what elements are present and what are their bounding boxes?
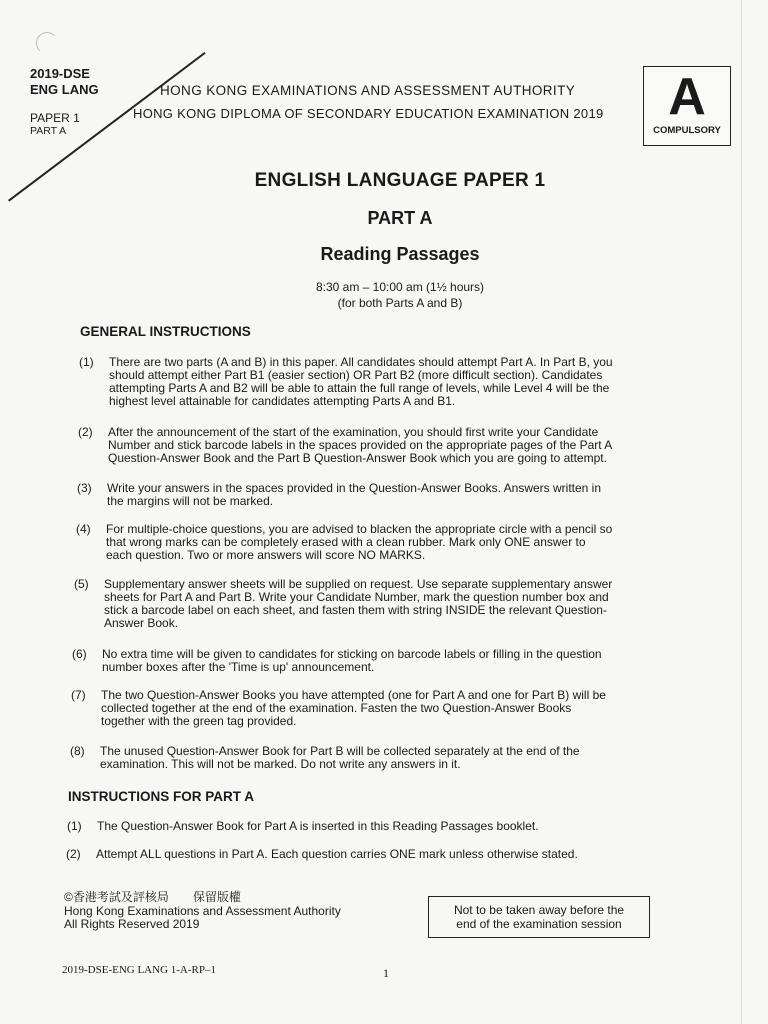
item-line: For multiple-choice questions, you are advised to blacken the appropriate circle with a pencil so [106, 522, 613, 536]
copyright-block [64, 891, 341, 932]
item-line: Write your answers in the spaces provided in the Question-Answer Books. Answers written in [107, 481, 602, 495]
corner-paper: PAPER 1 [30, 111, 80, 125]
section-title: Reading Passages [320, 244, 480, 264]
item-line: No extra time will be given to candidates for sticking on barcode labels or filling in the question [102, 647, 602, 661]
item-line: There are two parts (A and B) in this paper. All candidates should attempt Part A. In Part B, you [109, 355, 613, 369]
copyright-rights: All Rights Reserved 2019 [64, 917, 200, 931]
item-line: together with the green tag provided. [101, 714, 297, 728]
copyright-authority: Hong Kong Examinations and Assessment Authority [64, 903, 341, 918]
part-title: PART A [367, 208, 433, 228]
item-number: (1) [79, 355, 94, 369]
item-line: Attempt ALL questions in Part A. Each question carries ONE mark unless otherwise stated. [96, 847, 578, 861]
item-line: Question-Answer Book and the Part B Question-Answer Book which you are going to attempt. [108, 451, 607, 465]
item-line: collected together at the end of the examination. Fasten the two Question-Answer Books [101, 701, 572, 715]
item-number: (7) [71, 688, 86, 702]
item-line: The unused Question-Answer Book for Part B will be collected separately at the end of the [100, 744, 580, 758]
item-number: (8) [70, 744, 85, 758]
item-number: (5) [74, 577, 89, 591]
notice-box [428, 896, 650, 938]
item-line: attempting Parts A and B2 will be able to attain the full range of levels, while Level 4 will be the [109, 381, 610, 395]
item-line: each question. Two or more answers will score NO MARKS. [106, 548, 426, 562]
part-a-instructions-heading: INSTRUCTIONS FOR PART A [68, 789, 254, 804]
item-line: stick a barcode label on each sheet, and fasten them with string INSIDE the relevant Question- [104, 603, 607, 617]
item-line: The two Question-Answer Books you have attempted (one for Part A and one for Part B) will be [101, 688, 606, 702]
item-line: Number and stick barcode labels in the spaces provided on the appropriate pages of the Part A [108, 438, 613, 452]
exam-time-note: (for both Parts A and B) [337, 296, 463, 310]
corner-part: PART A [30, 125, 67, 137]
item-number: (3) [77, 481, 92, 495]
item-line: the margins will not be marked. [107, 494, 274, 508]
part-letter: A [668, 68, 706, 126]
punch-hole [36, 32, 58, 54]
paper-title: ENGLISH LANGUAGE PAPER 1 [254, 170, 546, 191]
item-line: Answer Book. [104, 616, 179, 630]
corner-code: 2019-DSE [30, 66, 90, 81]
page-edge-line [741, 0, 742, 1024]
authority-name: HONG KONG EXAMINATIONS AND ASSESSMENT AUTHORITY [160, 83, 576, 98]
item-line: The Question-Answer Book for Part A is inserted in this Reading Passages booklet. [97, 819, 539, 833]
item-line: that wrong marks can be completely erased with a clean rubber. Mark only ONE answer to [106, 535, 586, 549]
item-line: number boxes after the 'Time is up' announcement. [102, 660, 375, 674]
item-line: highest level attainable for candidates attempting Parts A and B1. [109, 394, 456, 408]
item-number: (2) [66, 847, 81, 861]
notice-line: Not to be taken away before the [453, 903, 625, 917]
page-number: 1 [383, 966, 389, 980]
footer-code: 2019-DSE-ENG LANG 1-A-RP–1 [62, 964, 216, 976]
item-number: (4) [76, 522, 91, 536]
general-instructions-heading: GENERAL INSTRUCTIONS [80, 324, 251, 339]
item-number: (2) [78, 425, 93, 439]
exam-name: HONG KONG DIPLOMA OF SECONDARY EDUCATION EXAMINATION 2019 [133, 106, 604, 121]
compulsory-label: COMPULSORY [653, 125, 721, 136]
item-line: sheets for Part A and Part B. Write your Candidate Number, mark the question number box and [104, 590, 609, 604]
exam-time: 8:30 am – 10:00 am (1½ hours) [315, 280, 485, 294]
item-number: (6) [72, 647, 87, 661]
item-line: should attempt either Part B1 (easier section) OR Part B2 (more difficult section). Candidates [109, 368, 603, 382]
item-line: examination. This will not be marked. Do not write any answers in it. [100, 757, 461, 771]
item-line: Supplementary answer sheets will be supplied on request. Use separate supplementary answer [104, 577, 613, 591]
copyright-chinese: ©香港考試及評核局 保留版權 [64, 890, 241, 904]
item-number: (1) [67, 819, 82, 833]
compulsory-box [643, 66, 731, 146]
notice-line: end of the examination session [456, 917, 622, 931]
corner-subject: ENG LANG [30, 82, 99, 97]
item-line: After the announcement of the start of the examination, you should first write your Candidate [108, 425, 599, 439]
